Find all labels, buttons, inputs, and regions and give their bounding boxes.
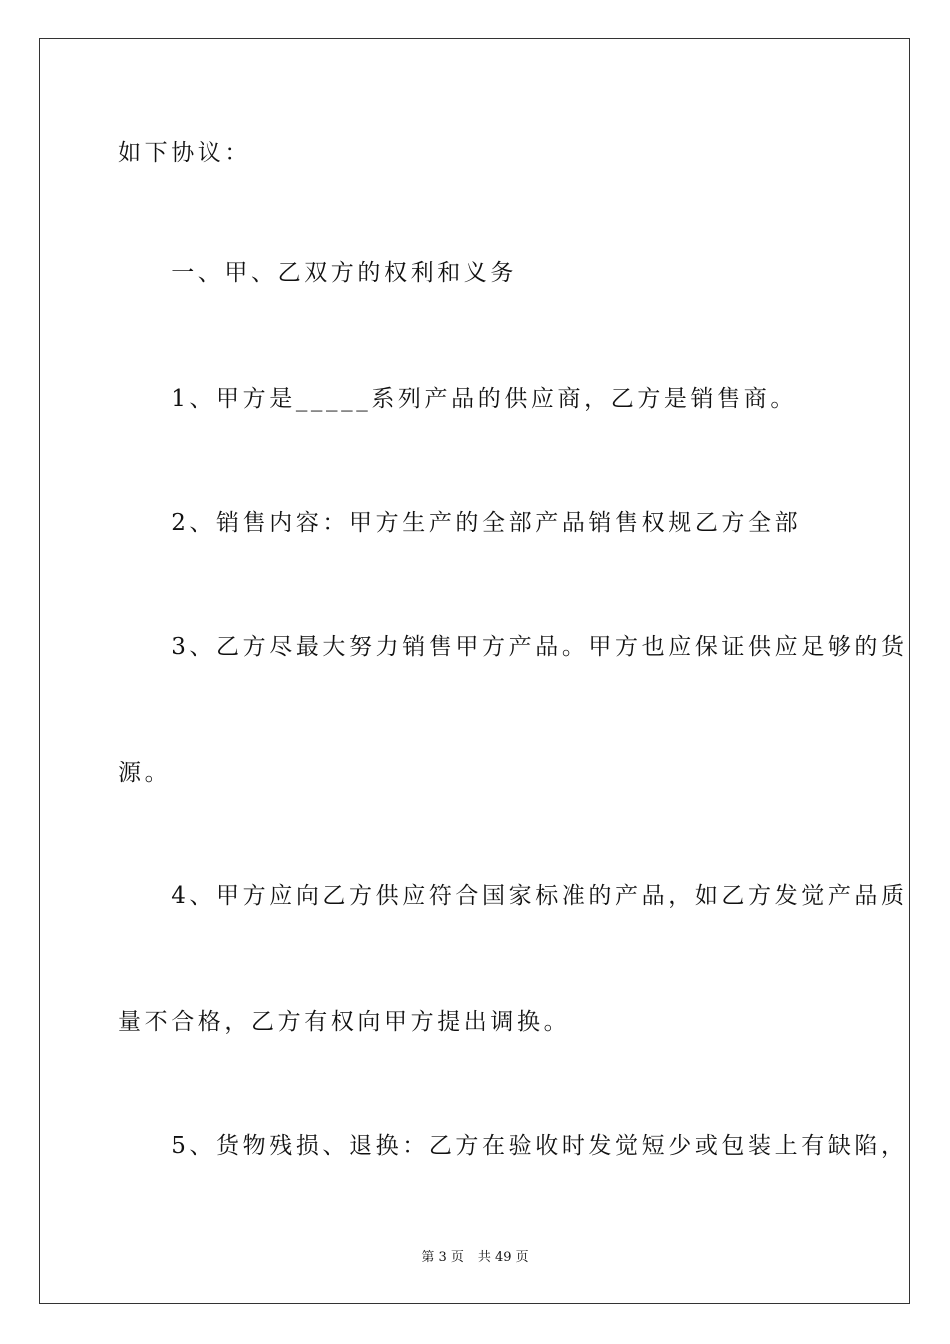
- clause-4-continued: 量不合格，乙方有权向甲方提出调换。: [118, 1009, 571, 1035]
- section-heading-1: 一、甲、乙双方的权利和义务: [118, 260, 517, 286]
- clause-3: 3、乙方尽最大努力销售甲方产品。甲方也应保证供应足够的货: [118, 634, 908, 660]
- clause-3-continued: 源。: [118, 760, 172, 786]
- clause-2: 2、销售内容：甲方生产的全部产品销售权规乙方全部: [118, 510, 802, 536]
- page-frame: [39, 38, 910, 1304]
- clause-4: 4、甲方应向乙方供应符合国家标准的产品，如乙方发觉产品质: [118, 883, 908, 909]
- page-footer: [0, 1246, 950, 1265]
- clause-5: 5、货物残损、退换：乙方在验收时发觉短少或包装上有缺陷，: [118, 1133, 908, 1159]
- text-line-1: 如下协议：: [118, 140, 251, 166]
- clause-1: 1、甲方是_____系列产品的供应商，乙方是销售商。: [118, 386, 797, 412]
- page-number: 第 3 页: [421, 1250, 464, 1265]
- page-total: 共 49 页: [477, 1250, 529, 1265]
